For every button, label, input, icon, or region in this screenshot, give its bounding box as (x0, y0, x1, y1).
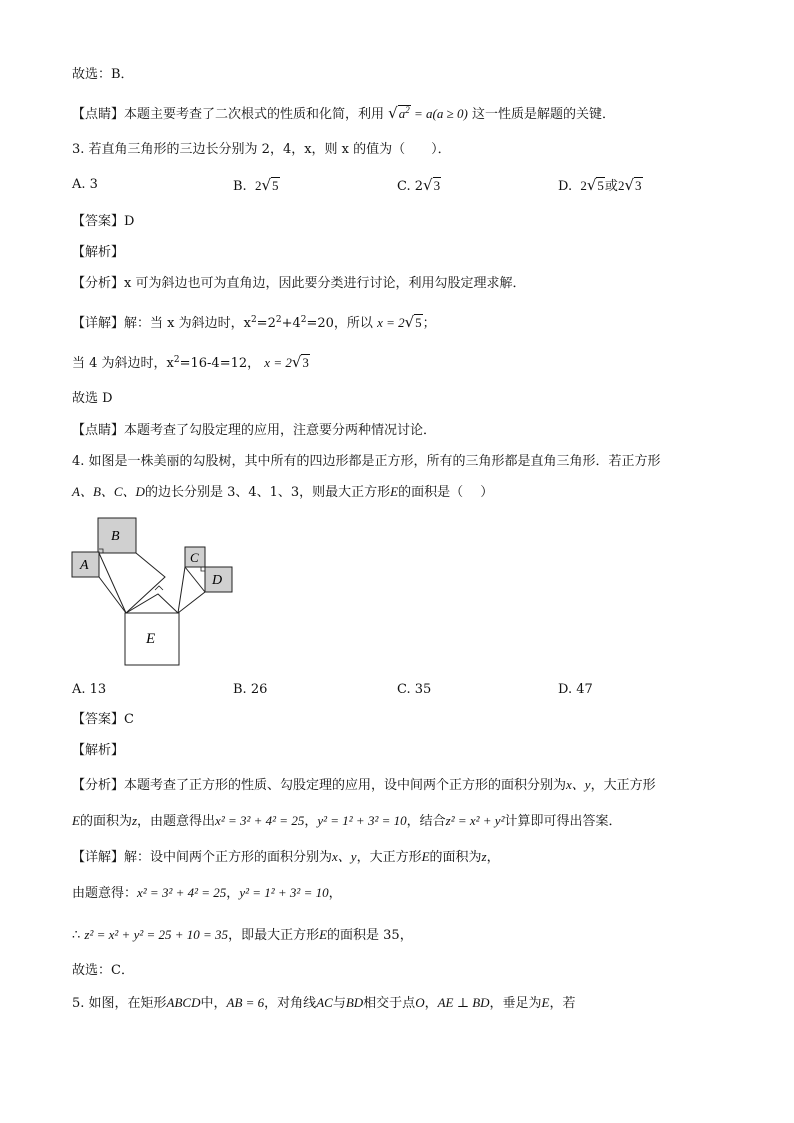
q4-analysis-line-1: 【分析】本题考查了正方形的性质、勾股定理的应用，设中间两个正方形的面积分别为x、y，大正方形 (72, 777, 656, 793)
q4-detail-line-1: 【详解】解：设中间两个正方形的面积分别为x、y，大正方形E的面积为z， (72, 849, 500, 865)
left-middle-square (99, 553, 165, 613)
q3-option-b: B. 2√5 (233, 176, 279, 194)
question-4-stem-line-1: 4. 如图是一株美丽的勾股树，其中所有的四边形都是正方形，所有的三角形都是直角三角形．若正方形 (72, 454, 661, 469)
q3-option-d: D. 2√5或2√3 (558, 176, 642, 194)
q3-answer: 【答案】D (72, 214, 135, 229)
q3-option-c: C. 2√3 (397, 176, 441, 194)
question-4-stem-line-2: A、B、C、D的边长分别是 3、4、1、3，则最大正方形E的面积是（ ） (72, 484, 494, 500)
q4-option-b: B. 26 (233, 682, 268, 697)
q3-detail-line-1: 【详解】解：当 x 为斜边时，$x^2=2^2+4^2=20$，所以 x = 2√5； (72, 313, 436, 331)
q3-analysis: 【分析】x 可为斜边也可为直角边，因此要分类进行讨论，利用勾股定理求解． (72, 276, 526, 291)
q3-option-a: A. 3 (72, 177, 98, 192)
q4-jiexi-heading: 【解析】 (72, 743, 125, 758)
solution-choice-line: 故选：B． (72, 67, 134, 82)
label-c: C (190, 550, 199, 565)
label-e: E (146, 631, 156, 647)
label-b: B (111, 529, 120, 544)
q4-detail-line-2: 由题意得：x² = 3² + 4² = 25，y² = 1² + 3² = 10， (72, 885, 342, 901)
q4-option-d: D. 47 (558, 682, 593, 697)
question-5-stem: 5. 如图，在矩形ABCD中，AB = 6，对角线AC与BD相交于点O，AE ⊥ BD，垂足为E，若 (72, 995, 576, 1011)
dianjing-line-q2: 【点睛】本题主要考查了二次根式的性质和化简，利用 $√a^2 = a(a \ge 0)$ 这一性质是解题的关键． (72, 104, 615, 122)
right-angle-mark-center (155, 586, 163, 590)
q4-option-c: C. 35 (397, 682, 432, 697)
right-middle-square (178, 567, 205, 613)
pythagoras-tree-figure (70, 516, 240, 671)
label-d: D (212, 573, 223, 588)
q4-detail-line-3: ∴ z² = x² + y² = 25 + 10 = 35，即最大正方形E的面积是 35， (72, 927, 413, 943)
q4-choose: 故选：C． (72, 963, 134, 978)
q4-answer: 【答案】C (72, 712, 134, 727)
label-a: A (80, 558, 89, 573)
q3-dianjing: 【点睛】本题考查了勾股定理的应用，注意要分两种情况讨论． (72, 423, 437, 438)
question-3-stem: 3. 若直角三角形的三边长分别为 2，4，x，则 x 的值为（ ）． (72, 142, 451, 157)
q3-jiexi-heading: 【解析】 (72, 245, 125, 260)
q3-choose: 故选 D (72, 391, 113, 406)
q4-analysis-line-2: E的面积为z，由题意得出x² = 3² + 4² = 25，y² = 1² + 3² = 10，结合z² = x² + y²计算即可得出答案． (72, 813, 622, 829)
q3-detail-line-2: 当 4 为斜边时，$x^2=16-4=12$， x = 2√3 (72, 353, 309, 371)
sqrt-a-squared-formula: $√a^2$ (388, 104, 410, 122)
q4-option-a: A. 13 (72, 682, 107, 697)
